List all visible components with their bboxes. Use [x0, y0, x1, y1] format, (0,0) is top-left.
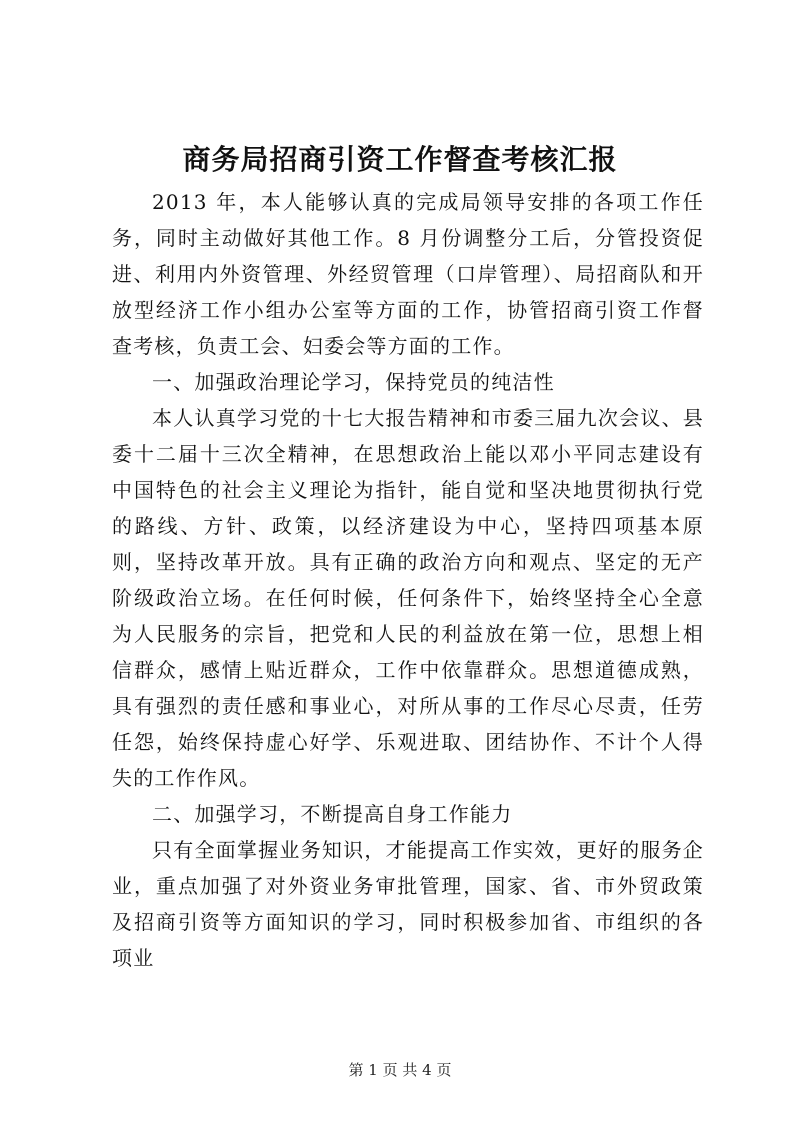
section-1-paragraph: 本人认真学习党的十七大报告精神和市委三届九次会议、县委十二届十三次全精神，在思想政治上能以邓小平同志建设有中国特色的社会主义理论为指针，能自觉和坚决地贯彻执行党的路线、方针、政策，以经济建设为中心，坚持四项基本原则，坚持改革开放。具有正确的政治方向和观点、坚定的无产阶级政治立场。在任何时候，任何条件下，始终坚持全心全意为人民服务的宗旨，把党和人民的利益放在第一位，思想上相信群众，感情上贴近群众，工作中依靠群众。思想道德成熟，具有强烈的责任感和事业心，对所从事的工作尽心尽责，任劳任怨，始终保持虚心好学、乐观进取、团结协作、不计个人得失的工作作风。	[112, 406, 704, 790]
section-2-paragraph: 只有全面掌握业务知识，才能提高工作实效，更好的服务企业，重点加强了对外资业务审批管理，国家、省、市外贸政策及招商引资等方面知识的学习，同时积极参加省、市组织的各项业	[112, 838, 704, 970]
document-body	[112, 184, 704, 976]
section-heading-2: 二、加强学习，不断提高自身工作能力	[152, 802, 513, 826]
document-title: 商务局招商引资工作督查考核汇报	[182, 143, 618, 176]
page-number-footer: 第 1 页 共 4 页	[348, 1061, 452, 1079]
intro-paragraph: 2013 年，本人能够认真的完成局领导安排的各项工作任务，同时主动做好其他工作。8 月份调整分工后，分管投资促进、利用内外资管理、外经贸管理（口岸管理）、局招商队和开放型经济工作小组办公室等方面的工作，协管招商引资工作督查考核，负责工会、妇委会等方面的工作。	[112, 190, 704, 358]
section-heading-1: 一、加强政治理论学习，保持党员的纯洁性	[152, 370, 555, 394]
